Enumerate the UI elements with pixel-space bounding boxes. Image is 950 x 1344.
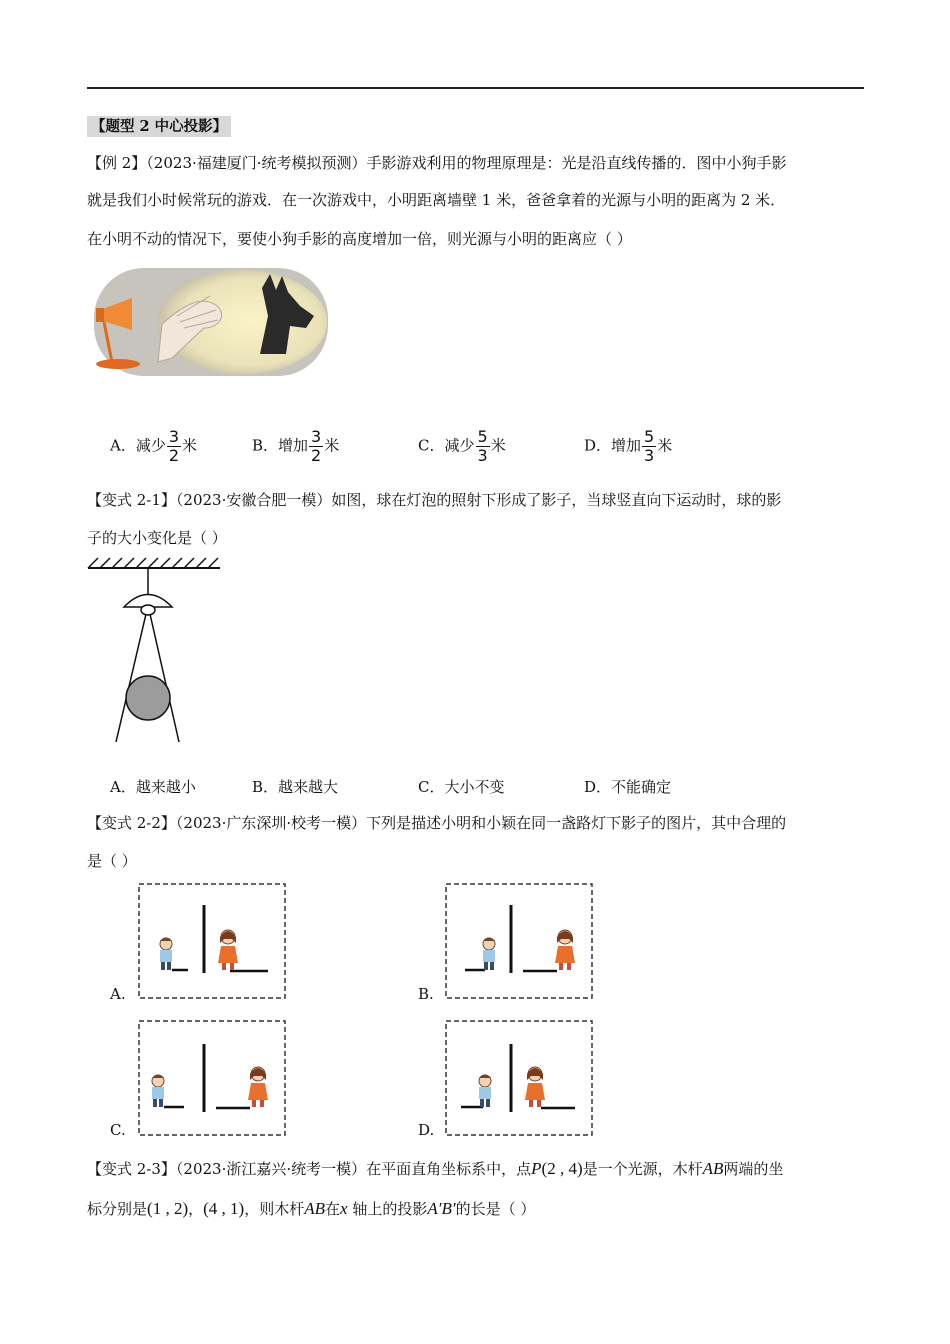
coord-a: (1 , 2) (147, 1199, 189, 1218)
variant23-prefix: 【变式 2-3】（2023·浙江嘉兴·统考一模）在平面直角坐标系中，点 (87, 1160, 532, 1178)
fraction-numerator: 5 (644, 427, 655, 446)
option-word: 减少 (135, 436, 166, 455)
boy-figure (479, 1075, 491, 1108)
hand-shadow-illustration (92, 266, 330, 378)
figure-label-c: C. (110, 1121, 126, 1139)
lamp-ball-diagram (86, 556, 222, 746)
fraction-numerator: 3 (311, 427, 322, 446)
top-rule (87, 87, 864, 89)
example2-option-d (584, 428, 672, 465)
figure-c (138, 1020, 286, 1136)
example2-line-1: 【例 2】（2023·福建厦门·统考模拟预测）手影游戏利用的物理原理是：光是沿直线传播的．图中小狗手影 (87, 154, 787, 172)
option-letter: D． (584, 436, 612, 455)
variant23-line-1 (87, 1158, 783, 1180)
example2-line-2: 就是我们小时候常玩的游戏．在一次游戏中，小明距离墙壁 1 米，爸爸拿着的光源与小明的距离为 2 米． (87, 191, 786, 209)
girl-figure (248, 1067, 268, 1107)
option-letter: C． (418, 436, 445, 455)
variant23-line2-mid: ，则木杆 (244, 1200, 305, 1218)
coord-a-values: 1 , 2 (152, 1199, 183, 1218)
fraction (309, 428, 323, 465)
figure-a (138, 883, 286, 999)
point-label: P (531, 1159, 542, 1178)
option-unit: 米 (490, 436, 506, 455)
coord-separator: ， (188, 1200, 204, 1218)
variant23-suffix: 是一个光源，木杆 (582, 1160, 703, 1178)
girl-figure (555, 930, 575, 970)
variant21-option-d: D．不能确定 (584, 778, 672, 796)
variant23-line2-mid3: 轴上的投影 (347, 1200, 428, 1218)
boy-figure (160, 938, 172, 971)
option-letter: B． (252, 436, 279, 455)
fraction (167, 428, 181, 465)
figure-d (445, 1020, 593, 1136)
point-coordinates-values: 2 , 4 (547, 1159, 577, 1178)
option-unit: 米 (324, 436, 340, 455)
option-word: 增加 (611, 436, 642, 455)
coord-b-values: 4 , 1 (208, 1199, 239, 1218)
variant21-option-b: B．越来越大 (252, 778, 339, 796)
fraction-denominator: 3 (644, 446, 655, 465)
variant23-line2-end: 的长是（ ） (455, 1200, 536, 1218)
fraction (476, 428, 490, 465)
variant21-line-2: 子的大小变化是（ ） (87, 529, 227, 547)
figure-label-d: D. (418, 1121, 435, 1139)
variant21-option-c: C．大小不变 (418, 778, 505, 796)
figure-b (445, 883, 593, 999)
projection-label: A′B′ (427, 1199, 456, 1218)
variant21-line-1: 【变式 2-1】（2023·安徽合肥一模）如图，球在灯泡的照射下形成了影子，当球竖直向下运动时，球的影 (87, 491, 782, 509)
fraction-denominator: 2 (168, 446, 180, 465)
option-word: 增加 (278, 436, 309, 455)
example2-line-3: 在小明不动的情况下，要使小狗手影的高度增加一倍，则光源与小明的距离应（ ） (87, 230, 632, 248)
option-letter: A． (110, 436, 136, 455)
variant22-line-1: 【变式 2-2】（2023·广东深圳·校考一模）下列是描述小明和小颖在同一盏路灯下影子的图片，其中合理的 (87, 814, 787, 832)
fraction (642, 428, 656, 465)
variant23-line-2 (87, 1198, 535, 1220)
example2-option-b (252, 428, 339, 465)
rod-label: AB (702, 1159, 724, 1178)
variant23-line2-prefix: 标分别是 (87, 1200, 148, 1218)
figure-label-a: A. (110, 985, 126, 1003)
rod-label-2: AB (304, 1199, 326, 1218)
point-coordinates: (2 , 4) (541, 1159, 583, 1178)
figure-label-b: B. (418, 985, 434, 1003)
fraction-numerator: 3 (168, 427, 180, 446)
variant23-line1-end: 两端的坐 (723, 1160, 784, 1178)
variant22-line-2: 是（ ） (87, 852, 137, 870)
coord-b: (4 , 1) (203, 1199, 245, 1218)
example2-option-a (110, 428, 197, 465)
section-tag: 【题型 2 中心投影】 (87, 116, 231, 137)
boy-figure (152, 1075, 164, 1108)
option-word: 减少 (444, 436, 475, 455)
option-unit: 米 (182, 436, 198, 455)
option-unit: 米 (657, 436, 673, 455)
girl-figure (525, 1067, 545, 1107)
variant21-option-a: A．越来越小 (110, 778, 196, 796)
axis-label: x (340, 1199, 348, 1218)
girl-figure (218, 930, 238, 970)
fraction-denominator: 3 (477, 446, 488, 465)
boy-figure (483, 938, 495, 971)
variant23-line2-mid2: 在 (325, 1200, 341, 1218)
example2-option-c (418, 428, 506, 465)
fraction-denominator: 2 (311, 446, 322, 465)
fraction-numerator: 5 (477, 427, 488, 446)
